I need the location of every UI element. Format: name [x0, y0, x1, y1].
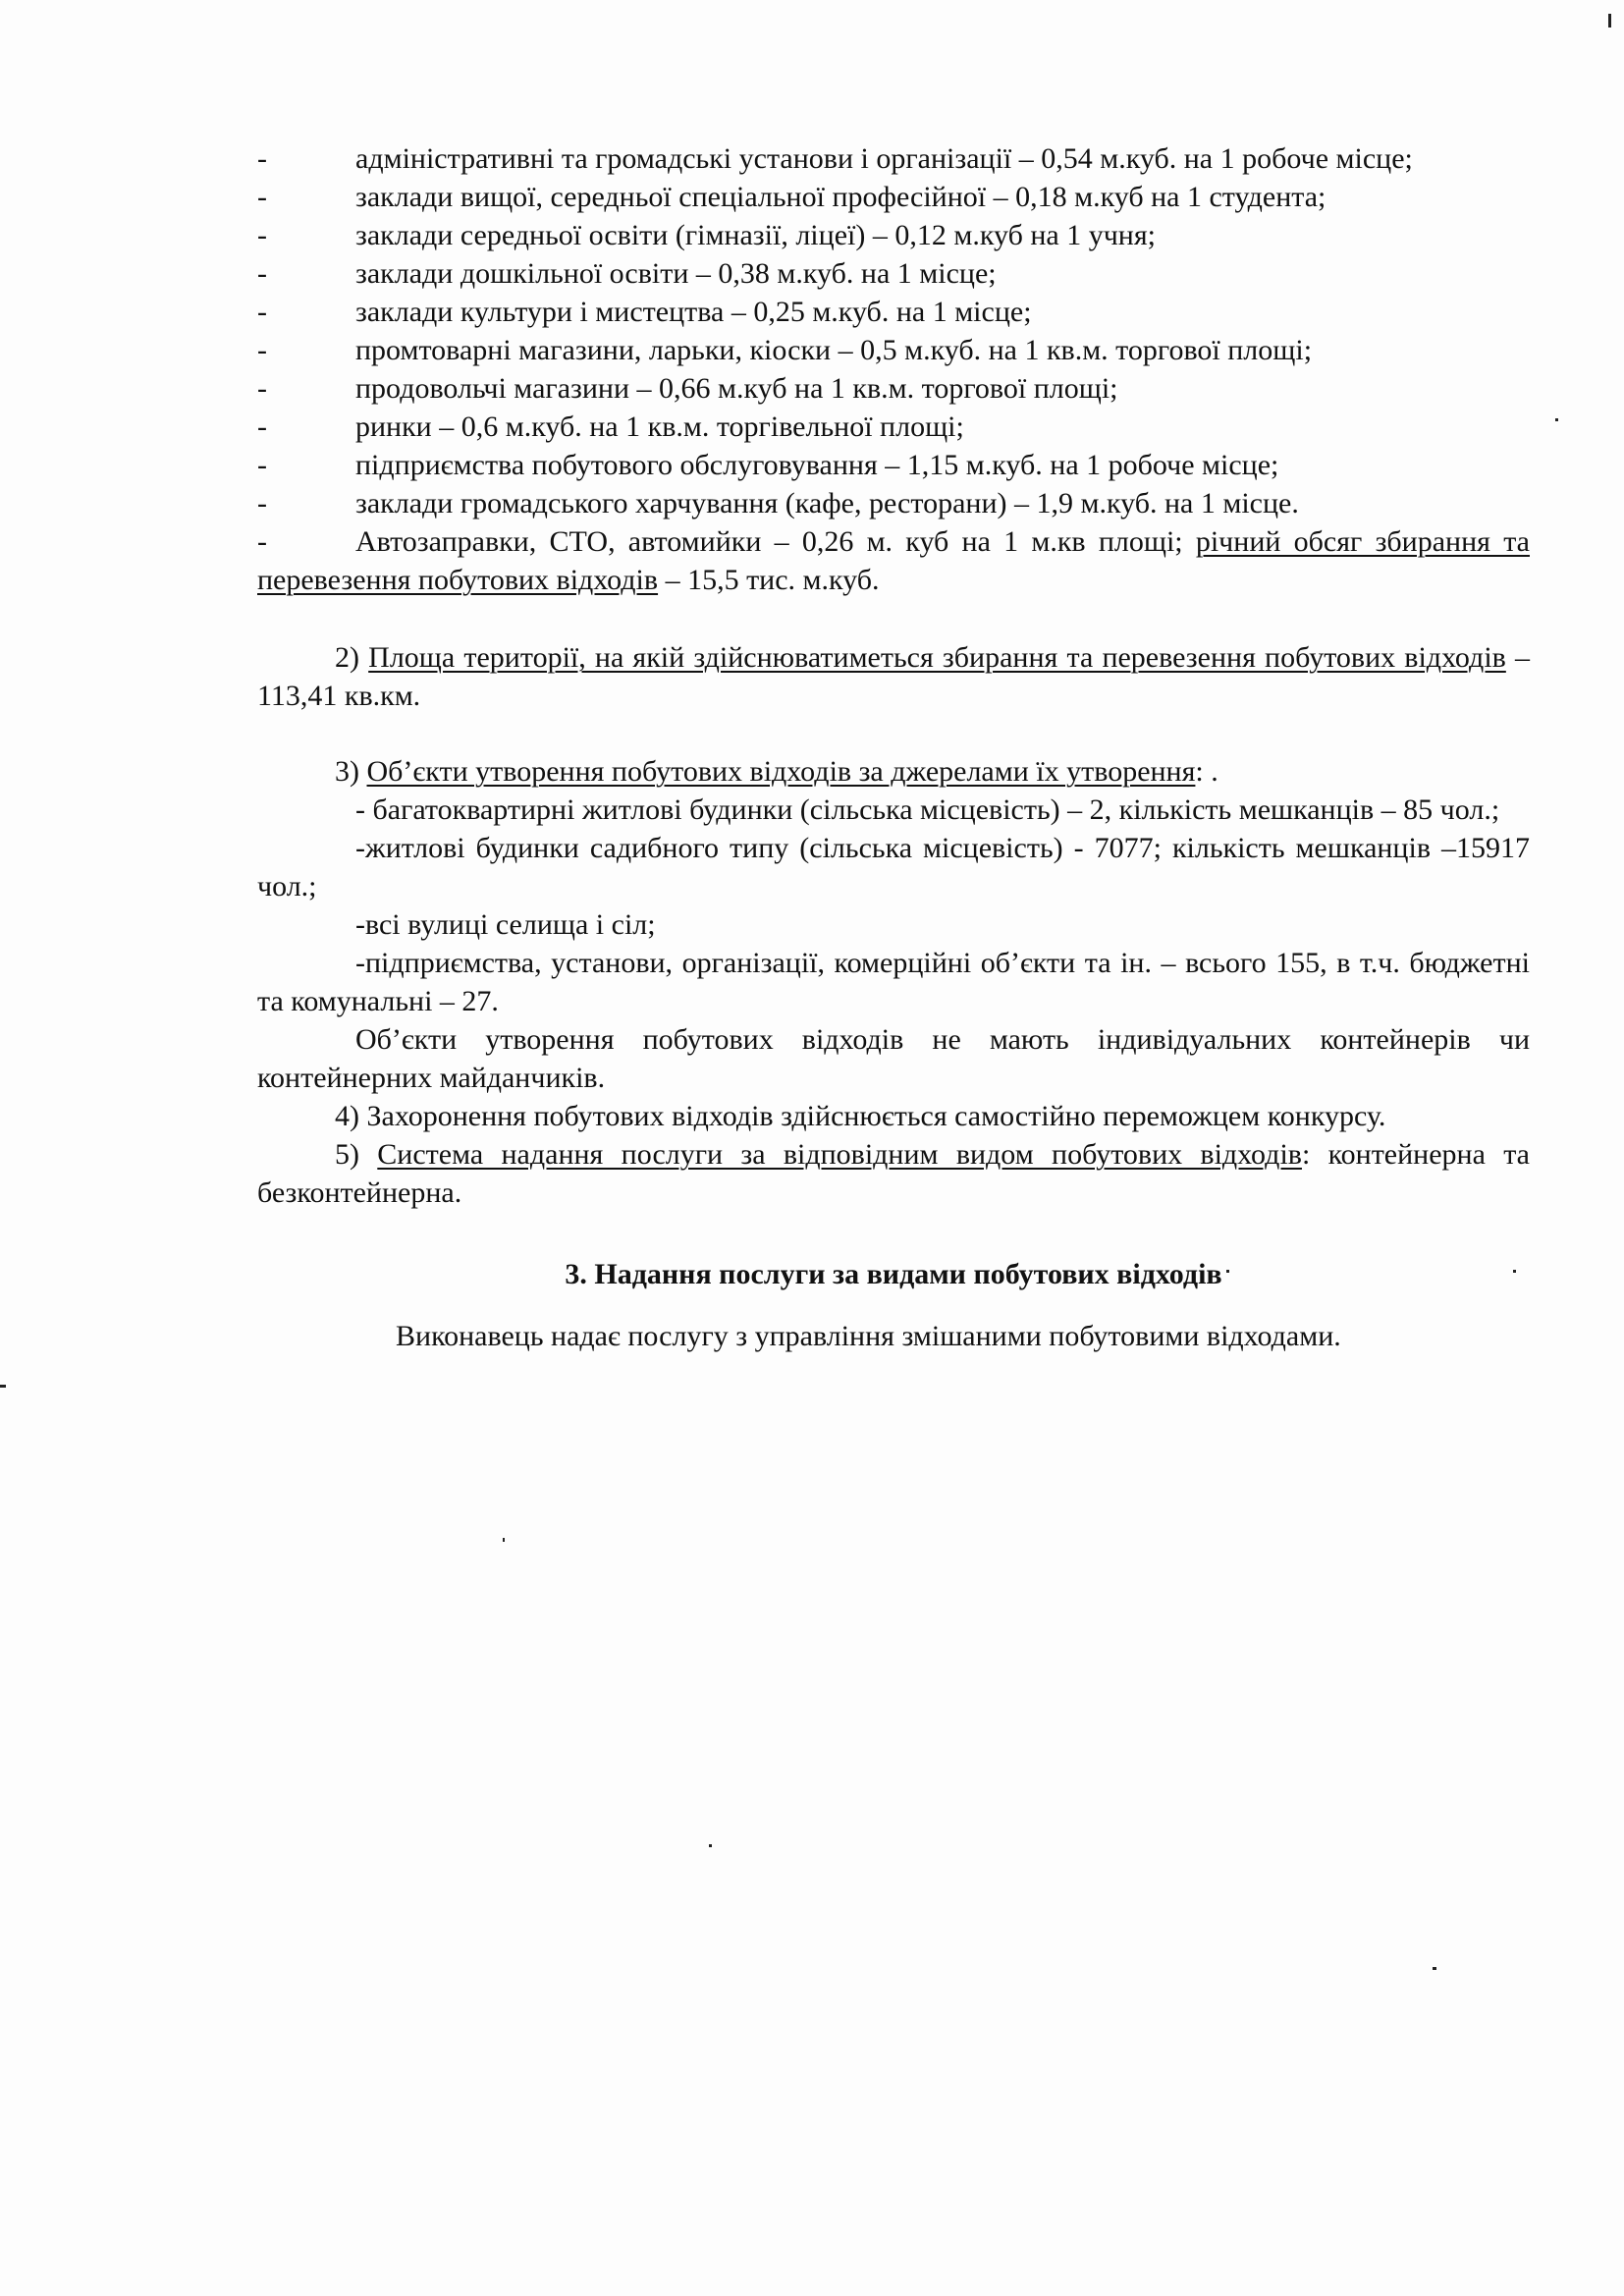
item-2-paragraph — [257, 638, 1530, 715]
item-3-heading — [257, 752, 1530, 791]
list-item — [257, 139, 1530, 178]
scan-speck — [1433, 1967, 1436, 1970]
annual-volume-label: річний обсяг збирання та перевезення побутових відходів — [257, 525, 1530, 596]
item-3-line: -житлові будинки садибного типу (сільська місцевість) - 7077; кількість мешканців –15917 чол.; — [257, 832, 1530, 902]
list-dash: - — [257, 525, 267, 558]
document-body — [257, 139, 1530, 1355]
list-dash: - — [257, 410, 267, 443]
item-3-note: Об’єкти утворення побутових відходів не мають індивідуальних контейнерів чи контейнерних майданчиків. — [257, 1023, 1530, 1094]
list-dash: - — [257, 219, 267, 251]
list-item — [257, 178, 1530, 216]
item-2-value: – 113,41 кв.км. — [257, 641, 1530, 712]
list-item — [257, 446, 1530, 484]
scan-speck — [0, 1385, 6, 1388]
list-dash: - — [257, 257, 267, 290]
item-3-number: 3) — [335, 755, 367, 788]
section-3-heading: 3. Надання послуги за видами побутових відходів — [565, 1258, 1222, 1290]
list-item-last — [257, 522, 1530, 599]
item-5-value: : контейнерна та безконтейнерна. — [257, 1138, 1530, 1209]
list-item-text: ринки – 0,6 м.куб. на 1 кв.м. торгівельної площі; — [355, 410, 964, 443]
scan-speck — [1555, 418, 1558, 421]
list-item-text: заклади дошкільної освіти – 0,38 м.куб. на 1 місце; — [355, 257, 997, 290]
list-item-text: адміністративні та громадські установи і організації – 0,54 м.куб. на 1 робоче місце; — [355, 142, 1413, 175]
item-2-number: 2) — [335, 641, 369, 674]
scan-speck — [503, 1538, 505, 1542]
scan-speck — [1608, 14, 1611, 27]
list-item-text: промтоварні магазини, ларьки, кіоски – 0,5 м.куб. на 1 кв.м. торгової площі; — [355, 334, 1313, 366]
scan-speck — [709, 1844, 712, 1847]
list-item-text: заклади вищої, середньої спеціальної професійної – 0,18 м.куб на 1 студента; — [355, 181, 1326, 213]
list-dash: - — [257, 449, 267, 481]
list-dash: - — [257, 372, 267, 405]
list-dash: - — [257, 334, 267, 366]
list-item-text: заклади середньої освіти (гімназії, ліцеї) – 0,12 м.куб на 1 учня; — [355, 219, 1156, 251]
item-3-label: Об’єкти утворення побутових відходів за джерелами їх утворення — [366, 755, 1196, 788]
list-dash: - — [257, 487, 267, 519]
list-item-text: підприємства побутового обслуговування – 1,15 м.куб. на 1 робоче місце; — [355, 449, 1279, 481]
list-dash: - — [257, 296, 267, 328]
list-dash: - — [257, 142, 267, 175]
item-5-paragraph — [257, 1135, 1530, 1212]
item-4-paragraph: 4) Захоронення побутових відходів здійснюється самостійно переможцем конкурсу. — [335, 1100, 1386, 1132]
list-dash: - — [257, 181, 267, 213]
list-item-text: Автозаправки, СТО, автомийки – 0,26 м. куб на 1 м.кв площі; — [355, 525, 1183, 558]
item-3-line: - багатоквартирні житлові будинки (сільська місцевість) – 2, кількість мешканців – 85 чол.; — [355, 793, 1500, 826]
section-3-text: Виконавець надає послугу з управління змішаними побутовими відходами. — [396, 1320, 1341, 1352]
item-5-number: 5) — [335, 1138, 378, 1171]
list-item-text: заклади культури і мистецтва – 0,25 м.куб. на 1 місце; — [355, 296, 1032, 328]
list-item — [257, 408, 1530, 446]
item-3-line: -всі вулиці селища і сіл; — [355, 908, 656, 941]
item-3-line: -підприємства, установи, організації, комерційні об’єкти та ін. – всього 155, в т.ч. бюджетні та комунальні – 27. — [257, 947, 1530, 1017]
list-item — [257, 369, 1530, 408]
item-2-label: Площа території, на якій здійснюватиметься збирання та перевезення побутових відходів — [368, 641, 1506, 674]
list-item — [257, 254, 1530, 293]
item-3-suffix: : . — [1195, 755, 1218, 788]
item-5-label: Система надання послуги за відповідним видом побутових відходів — [377, 1138, 1302, 1171]
list-item — [257, 331, 1530, 369]
annual-volume-value: – 15,5 тис. м.куб. — [658, 564, 880, 596]
last-bullet-paragraph — [257, 522, 1530, 599]
list-item — [257, 293, 1530, 331]
list-item — [257, 484, 1530, 522]
list-item-text: продовольчі магазини – 0,66 м.куб на 1 кв.м. торгової площі; — [355, 372, 1118, 405]
list-item — [257, 216, 1530, 254]
list-item-text: заклади громадського харчування (кафе, ресторани) – 1,9 м.куб. на 1 місце. — [355, 487, 1299, 519]
